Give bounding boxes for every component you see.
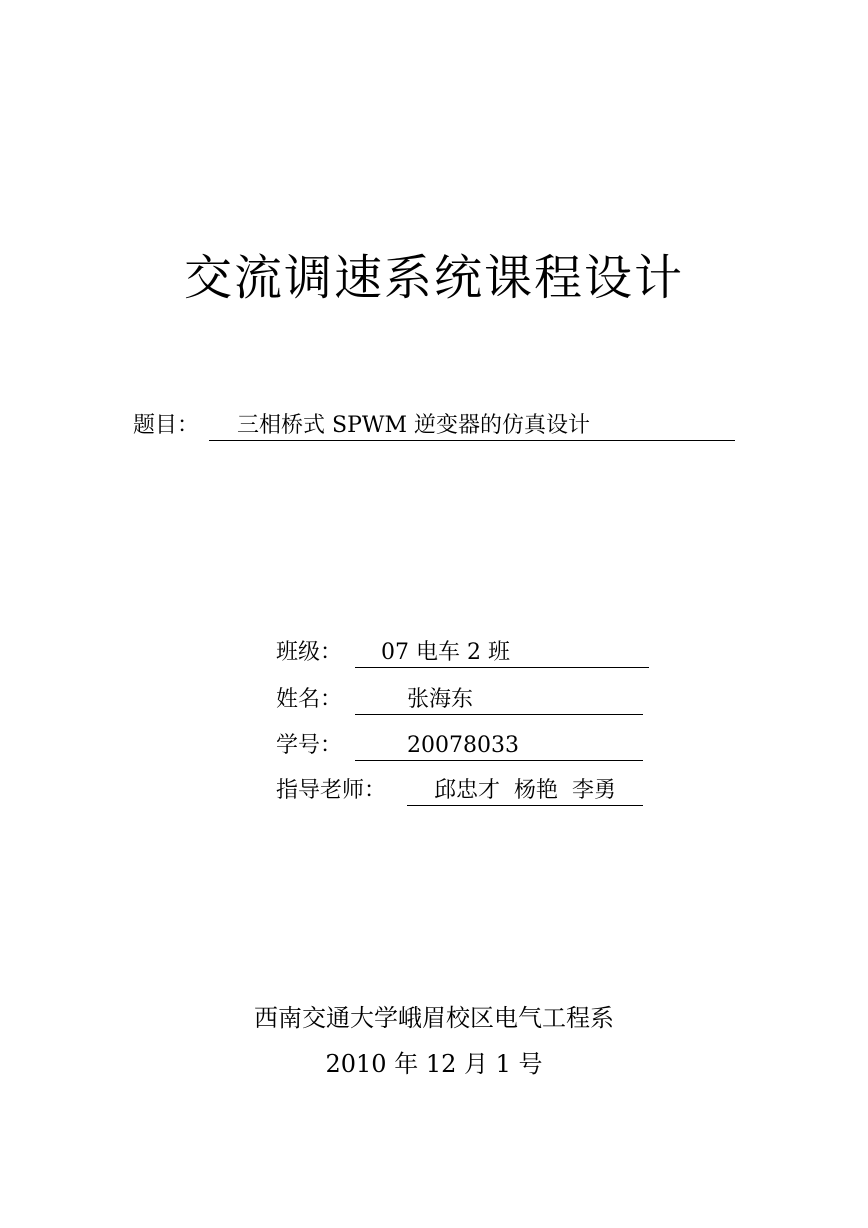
document-title: 交流调速系统课程设计: [183, 250, 684, 306]
name-label: 姓名：: [276, 687, 343, 712]
class-label: 班级：: [276, 640, 343, 665]
topic-value: 三相桥式 SPWM 逆变器的仿真设计: [209, 410, 735, 441]
topic-label: 题目：: [133, 413, 200, 438]
student-id-value: 20078033: [355, 730, 643, 761]
advisor-value: 邱忠才 杨艳 李勇: [407, 775, 643, 806]
advisor-label: 指导老师：: [276, 778, 387, 803]
class-value: 07 电车 2 班: [355, 637, 649, 668]
student-id-label: 学号：: [276, 733, 343, 758]
name-value: 张海东: [355, 684, 643, 715]
department: 西南交通大学峨眉校区电气工程系: [254, 1004, 614, 1032]
date: 2010 年 12 月 1 号: [325, 1050, 543, 1078]
